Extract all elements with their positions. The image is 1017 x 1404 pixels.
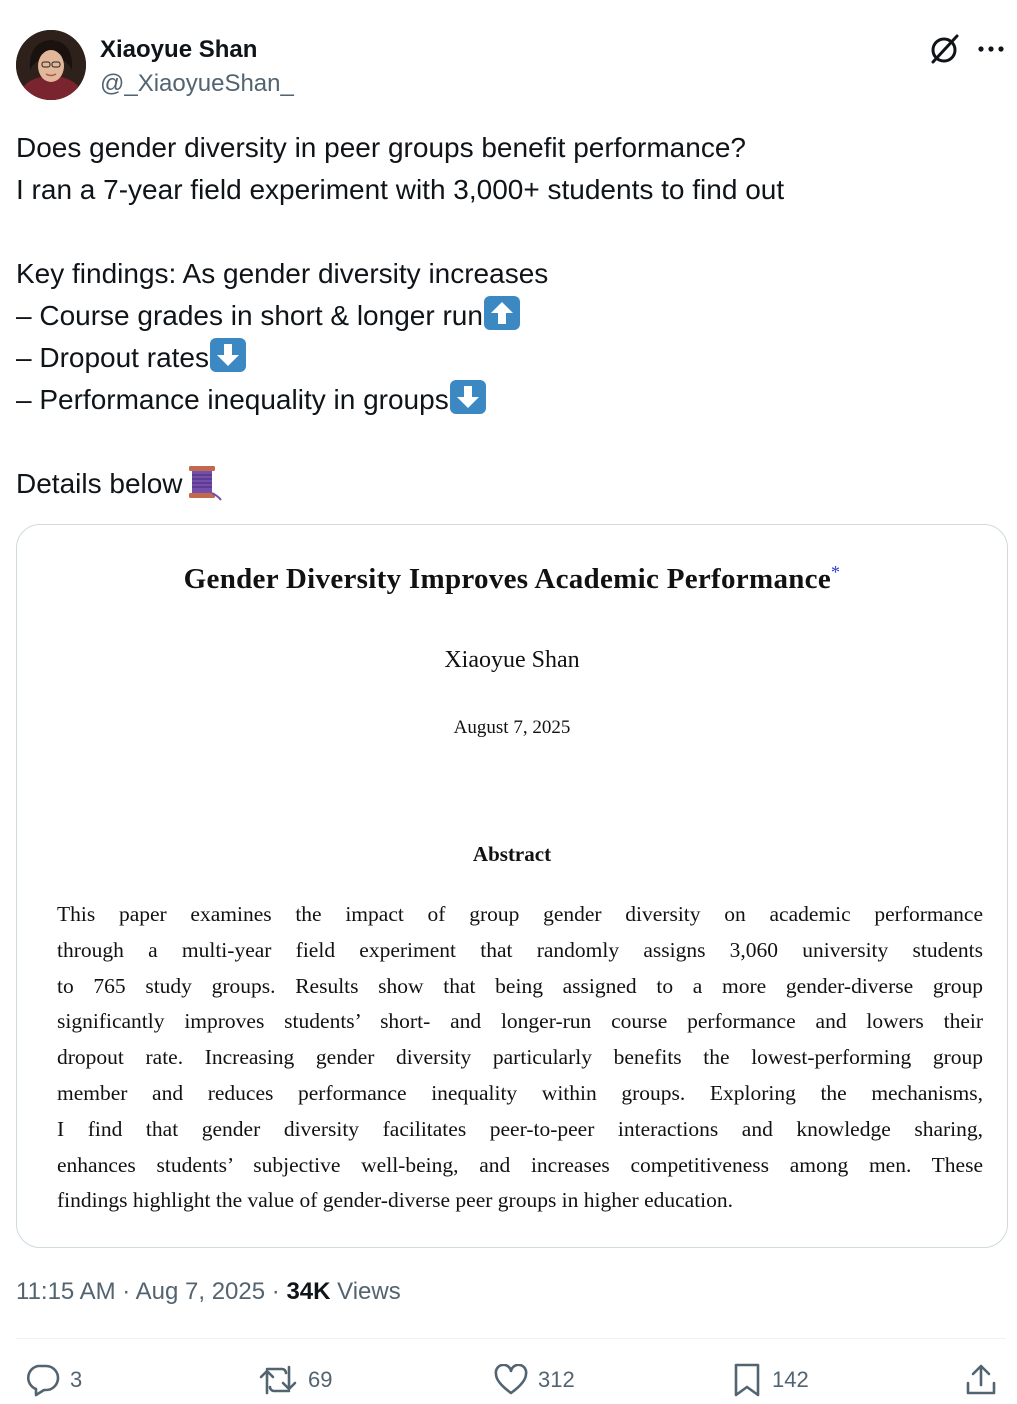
author-name[interactable]: Xiaoyue Shan bbox=[100, 36, 258, 63]
paper-title bbox=[17, 562, 1007, 596]
tweet-line-inequality bbox=[16, 379, 996, 421]
tweet-text bbox=[16, 127, 996, 505]
tweet-line-text: Details below bbox=[16, 468, 183, 499]
meta-separator: · bbox=[122, 1278, 131, 1305]
abstract-heading: Abstract bbox=[472, 842, 552, 866]
tweet-line-details bbox=[16, 463, 996, 505]
blank-line bbox=[16, 211, 996, 253]
more-options-icon[interactable] bbox=[974, 34, 1008, 64]
repost-icon bbox=[258, 1363, 298, 1397]
tweet-line-dropout bbox=[16, 337, 996, 379]
tweet-header bbox=[16, 30, 1006, 102]
paper-date: August 7, 2025 bbox=[453, 717, 571, 738]
abstract-line: findings highlight the value of gender-diverse peer groups in higher education. bbox=[57, 1188, 734, 1213]
bookmark-icon bbox=[732, 1362, 762, 1398]
divider bbox=[16, 1338, 1006, 1339]
abstract-line: This paper examines the impact of group gender diversity on academic performance bbox=[57, 902, 983, 926]
up-arrow-icon bbox=[484, 296, 520, 330]
tweet-line: Does gender diversity in peer groups benefit performance? bbox=[16, 132, 746, 163]
paper-author: Xiaoyue Shan bbox=[444, 647, 580, 673]
reply-count: 3 bbox=[70, 1367, 83, 1392]
footnote-mark: * bbox=[831, 562, 841, 582]
meta-separator: · bbox=[271, 1278, 280, 1305]
abstract-line: to 765 study groups. Results show that being assigned to a more gender-diverse group bbox=[57, 973, 983, 998]
like-button[interactable] bbox=[494, 1360, 575, 1400]
tweet-line-text: – Performance inequality in groups bbox=[16, 384, 449, 415]
tweet-line: I ran a 7-year field experiment with 3,000+ students to find out bbox=[16, 174, 785, 205]
down-arrow-icon bbox=[450, 380, 486, 414]
abstract-line: I find that gender diversity facilitates peer-to-peer interactions and knowledge sharing, bbox=[57, 1116, 983, 1141]
bookmark-button[interactable] bbox=[732, 1360, 809, 1400]
share-button[interactable] bbox=[964, 1360, 998, 1400]
grok-icon[interactable] bbox=[928, 32, 962, 66]
abstract-line: through a multi-year field experiment that randomly assigns 3,060 university students bbox=[57, 937, 983, 962]
views-label: Views bbox=[337, 1278, 401, 1305]
spool-of-thread-icon bbox=[184, 463, 222, 501]
tweet-meta bbox=[16, 1278, 401, 1306]
abstract-line: significantly improves students’ short- and longer-run course performance and lowers their bbox=[57, 1009, 983, 1034]
bookmark-count: 142 bbox=[772, 1367, 809, 1392]
tweet-line-text: – Course grades in short & longer run bbox=[16, 300, 483, 331]
heart-icon bbox=[494, 1364, 528, 1396]
action-bar bbox=[0, 1360, 1017, 1404]
tweet-line-text: – Dropout rates bbox=[16, 342, 209, 373]
tweet-line-grades bbox=[16, 295, 996, 337]
down-arrow-icon bbox=[210, 338, 246, 372]
abstract-line: enhances students’ subjective well-being, and increases competitiveness among men. These bbox=[57, 1152, 983, 1177]
share-icon bbox=[964, 1363, 998, 1397]
reply-icon bbox=[24, 1363, 60, 1397]
views-count: 34K bbox=[286, 1278, 331, 1305]
blank-line bbox=[16, 421, 996, 463]
paper-title-text: Gender Diversity Improves Academic Performance bbox=[183, 563, 832, 595]
tweet-line: Key findings: As gender diversity increases bbox=[16, 258, 549, 289]
repost-count: 69 bbox=[308, 1367, 333, 1392]
abstract-body bbox=[57, 897, 983, 1219]
abstract-line: dropout rate. Increasing gender diversity particularly benefits the lowest-performing group bbox=[57, 1045, 983, 1070]
like-count: 312 bbox=[538, 1367, 575, 1392]
tweet-date[interactable]: Aug 7, 2025 bbox=[135, 1278, 266, 1305]
paper-image-card[interactable] bbox=[16, 524, 1008, 1248]
abstract-line: member and reduces performance inequality within groups. Exploring the mechanisms, bbox=[57, 1080, 983, 1105]
reply-button[interactable] bbox=[24, 1360, 82, 1400]
tweet-time[interactable]: 11:15 AM bbox=[16, 1278, 116, 1305]
repost-button[interactable] bbox=[258, 1360, 332, 1400]
author-handle[interactable]: @_XiaoyueShan_ bbox=[100, 70, 294, 97]
avatar[interactable] bbox=[16, 30, 86, 100]
